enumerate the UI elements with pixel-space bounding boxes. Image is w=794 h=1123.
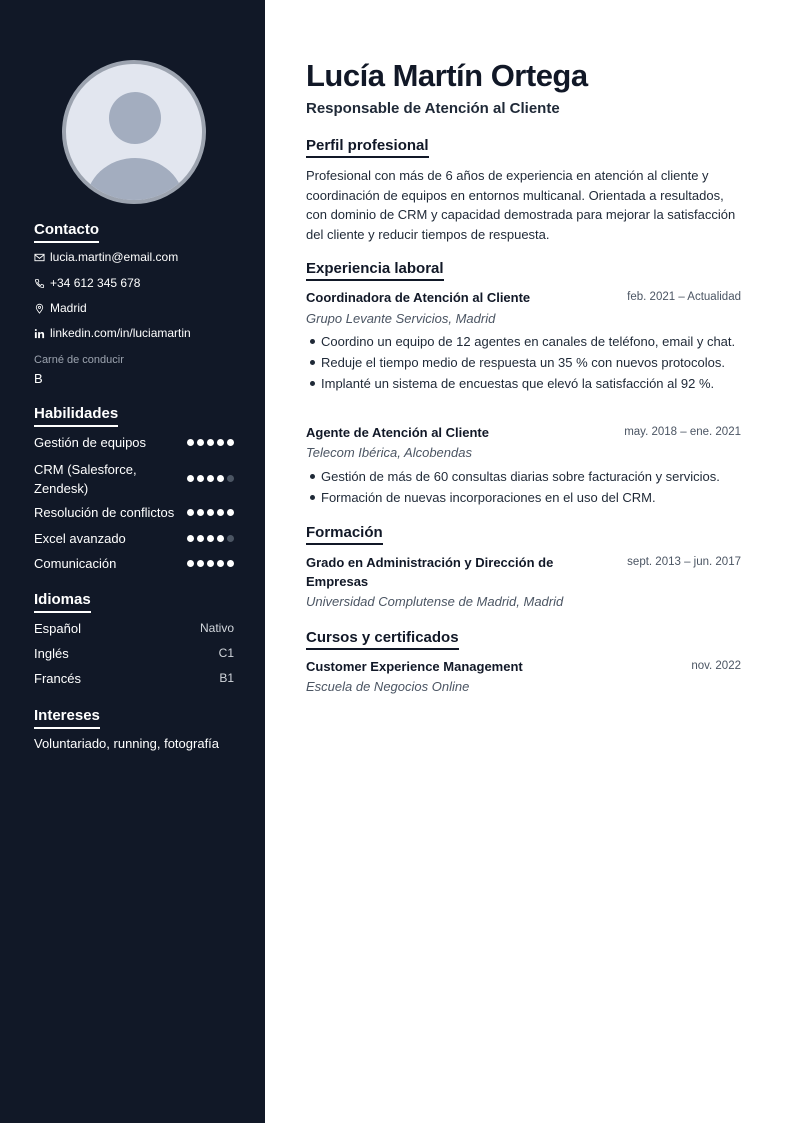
- skill-dot-filled: [197, 475, 204, 482]
- contact-linkedin[interactable]: [34, 325, 191, 341]
- contact-email[interactable]: [34, 249, 178, 265]
- skill-dot-filled: [187, 509, 194, 516]
- education-institution: Universidad Complutense de Madrid, Madrid: [306, 594, 564, 609]
- education-dates: sept. 2013 – jun. 2017: [627, 556, 741, 568]
- language-name: Inglés: [34, 646, 69, 661]
- interests-text: Voluntariado, running, fotografía: [34, 736, 220, 751]
- phone-icon: [34, 278, 45, 289]
- skill-name: Gestión de equipos: [34, 435, 147, 450]
- location-text: Madrid: [50, 301, 87, 315]
- skill-level-dots: [187, 439, 234, 446]
- skill-level-dots: [187, 475, 234, 482]
- skill-dot-filled: [217, 535, 224, 542]
- skill-dot-filled: [207, 439, 214, 446]
- contact-heading: Contacto: [34, 221, 99, 243]
- skill-dot-filled: [207, 509, 214, 516]
- course-date: nov. 2022: [691, 660, 741, 672]
- experience-heading: Experiencia laboral: [306, 260, 444, 281]
- languages-heading: Idiomas: [34, 591, 91, 613]
- linkedin-icon: [34, 328, 45, 339]
- job-title: Agente de Atención al Cliente: [306, 425, 489, 440]
- language-item: [34, 621, 234, 637]
- skill-dot-filled: [207, 535, 214, 542]
- license-label: Carné de conducir: [34, 354, 124, 366]
- skill-item: [34, 503, 234, 522]
- skill-item: [34, 529, 234, 548]
- skill-dot-filled: [227, 509, 234, 516]
- email-text: lucia.martin@email.com: [50, 250, 179, 264]
- job-bullet: Reduje el tiempo medio de respuesta un 35 % con nuevos protocolos.: [321, 353, 742, 372]
- language-level: B1: [219, 671, 234, 685]
- skill-level-dots: [187, 560, 234, 567]
- job-organization: Grupo Levante Servicios, Madrid: [306, 311, 496, 326]
- language-item: [34, 671, 234, 687]
- language-name: Francés: [34, 671, 81, 686]
- job-bullet: Implanté un sistema de encuestas que elevó la satisfacción al 92 %.: [321, 374, 742, 393]
- skill-dot-empty: [227, 535, 234, 542]
- skill-dot-filled: [207, 475, 214, 482]
- sidebar: [0, 0, 265, 1123]
- linkedin-text: linkedin.com/in/luciamartin: [50, 326, 191, 340]
- skill-dot-filled: [197, 509, 204, 516]
- skill-item: [34, 554, 234, 573]
- candidate-name: Lucía Martín Ortega: [306, 58, 588, 93]
- job-dates: may. 2018 – ene. 2021: [624, 426, 741, 438]
- language-name: Español: [34, 621, 81, 636]
- interests-heading: Intereses: [34, 707, 100, 729]
- job-organization: Telecom Ibérica, Alcobendas: [306, 445, 472, 460]
- job-bullets: [321, 467, 742, 509]
- education-title: Grado en Administración y Dirección de Empresas: [306, 555, 554, 589]
- candidate-role: Responsable de Atención al Cliente: [306, 100, 560, 117]
- skill-dot-filled: [197, 535, 204, 542]
- skill-dot-filled: [187, 560, 194, 567]
- profile-text: Profesional con más de 6 años de experiencia en atención al cliente y coordinación de equipos en entornos multicanal. Orientada a resultados, con dominio de CRM y capacidad demostrada para mejorar la satisfacción del cliente y reducir tiempos de respuesta.: [306, 168, 736, 242]
- job-bullet: Gestión de más de 60 consultas diarias sobre facturación y servicios.: [321, 467, 742, 486]
- skill-name: Resolución de conflictos: [34, 505, 175, 520]
- profile-heading: Perfil profesional: [306, 137, 429, 158]
- skill-dot-filled: [197, 439, 204, 446]
- location-pin-icon: [34, 303, 45, 314]
- job-bullets: [321, 332, 742, 395]
- skill-dot-empty: [227, 475, 234, 482]
- language-level: Nativo: [199, 621, 234, 635]
- mail-icon: [34, 252, 45, 263]
- phone-text: +34 612 345 678: [50, 276, 141, 290]
- avatar-head-shape: [109, 92, 161, 144]
- avatar: [62, 60, 206, 204]
- skill-item: [34, 433, 234, 452]
- avatar-body-shape: [86, 158, 184, 204]
- skill-name: Excel avanzado: [34, 531, 126, 546]
- job-bullet: Coordino un equipo de 12 agentes en canales de teléfono, email y chat.: [321, 332, 742, 351]
- contact-location: [34, 300, 87, 316]
- skill-name: Comunicación: [34, 556, 117, 571]
- skill-dot-filled: [217, 439, 224, 446]
- skill-level-dots: [187, 509, 234, 516]
- job-title: Coordinadora de Atención al Cliente: [306, 290, 531, 305]
- skill-dot-filled: [217, 560, 224, 567]
- skill-dot-filled: [187, 475, 194, 482]
- skill-dot-filled: [217, 475, 224, 482]
- language-item: [34, 646, 234, 662]
- skill-item: [34, 460, 234, 498]
- skill-level-dots: [187, 535, 234, 542]
- contact-phone[interactable]: [34, 275, 140, 291]
- job-dates: feb. 2021 – Actualidad: [627, 291, 741, 303]
- skill-dot-filled: [217, 509, 224, 516]
- course-provider: Escuela de Negocios Online: [306, 679, 470, 694]
- skill-dot-filled: [187, 439, 194, 446]
- skill-dot-filled: [227, 560, 234, 567]
- skill-dot-filled: [207, 560, 214, 567]
- license-value: B: [34, 371, 43, 386]
- skill-dot-filled: [227, 439, 234, 446]
- education-heading: Formación: [306, 524, 383, 545]
- skill-name: CRM (Salesforce, Zendesk): [34, 462, 137, 496]
- job-bullet: Formación de nuevas incorporaciones en el uso del CRM.: [321, 488, 742, 507]
- skills-heading: Habilidades: [34, 405, 118, 427]
- language-level: C1: [218, 646, 234, 660]
- skill-dot-filled: [187, 535, 194, 542]
- courses-heading: Cursos y certificados: [306, 629, 459, 650]
- skill-dot-filled: [197, 560, 204, 567]
- course-title: Customer Experience Management: [306, 659, 523, 674]
